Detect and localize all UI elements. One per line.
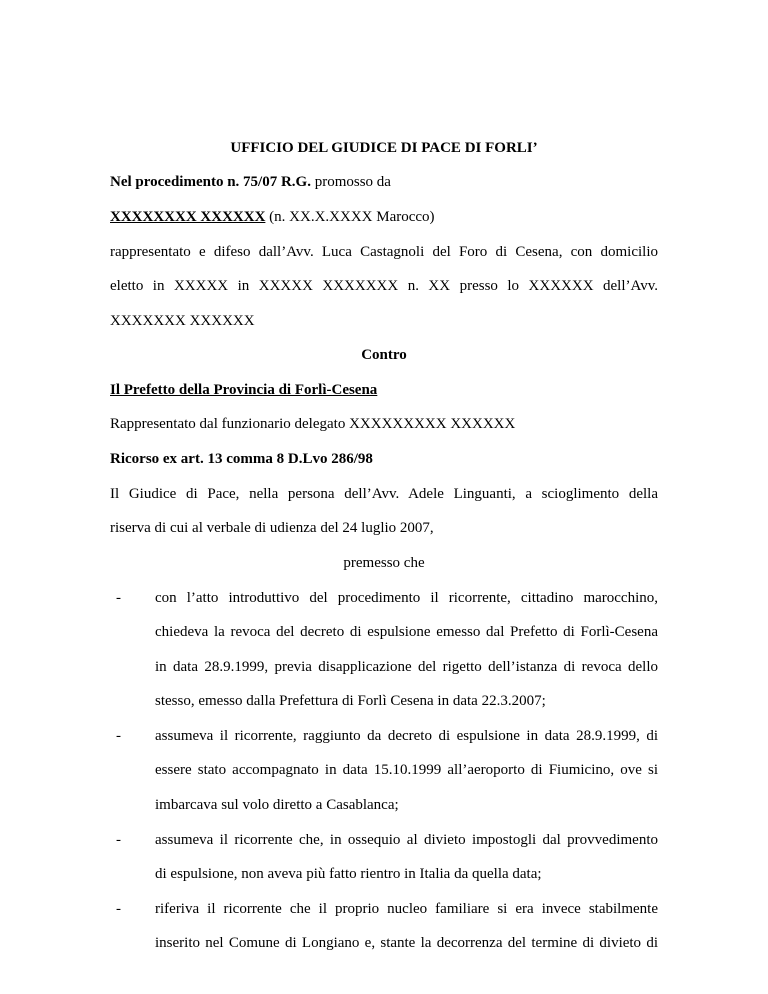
list-item-line: stesso, emesso dalla Prefettura di Forlì Cesena in data 22.3.2007; [155,693,546,709]
list-bullet: - [116,832,121,848]
representation-line: XXXXXXX XXXXXX [110,313,255,329]
list-item-line: assumeva il ricorrente che, in ossequio al divieto impostogli dal provvedimento [155,832,658,848]
list-bullet: - [116,901,121,917]
party-details: (n. XX.X.XXXX Marocco) [265,209,435,225]
list-item-line: con l’atto introduttivo del procedimento il ricorrente, cittadino marocchino, [155,590,658,606]
representation-line: rappresentato e difeso dall’Avv. Luca Castagnoli del Foro di Cesena, con domicilio [110,244,658,260]
represented-by-line: Rappresentato dal funzionario delegato XXXXXXXXX XXXXXX [110,416,516,432]
judge-line: riserva di cui al verbale di udienza del 24 luglio 2007, [110,520,434,536]
procedure-line [110,172,658,192]
list-item-line: imbarcava sul volo diretto a Casablanca; [155,797,399,813]
procedure-promoted-by: promosso da [310,174,391,190]
procedure-number: Nel procedimento n. 75/07 R.G. [110,174,311,190]
party-line [110,207,658,227]
premesso-heading: premesso che [343,555,425,571]
list-item-line: di espulsione, non aveva più fatto rientro in Italia da quella data; [155,866,542,882]
party-name: XXXXXXXX XXXXXX [110,209,266,225]
list-item-line: essere stato accompagnato in data 15.10.1999 all’aeroporto di Fiumicino, ove si [155,762,658,778]
list-bullet: - [116,728,121,744]
list-item-line: assumeva il ricorrente, raggiunto da decreto di espulsione in data 28.9.1999, di [155,728,658,744]
list-item-line: inserito nel Comune di Longiano e, stante la decorrenza del termine di divieto di [155,935,658,951]
list-item-line: chiedeva la revoca del decreto di espulsione emesso dal Prefetto di Forlì-Cesena [155,624,658,640]
list-bullet: - [116,590,121,606]
document-title: UFFICIO DEL GIUDICE DI PACE DI FORLI’ [230,140,538,156]
representation-line: eletto in XXXXX in XXXXX XXXXXXX n. XX presso lo XXXXXX dell’Avv. [110,278,658,294]
list-item-line: in data 28.9.1999, previa disapplicazione del rigetto dell’istanza di revoca dello [155,659,658,675]
appeal-heading: Ricorso ex art. 13 comma 8 D.Lvo 286/98 [110,451,373,467]
respondent-name: Il Prefetto della Provincia di Forlì-Cesena [110,382,378,398]
judge-line: Il Giudice di Pace, nella persona dell’Avv. Adele Linguanti, a scioglimento della [110,486,658,502]
contro-heading: Contro [361,347,407,363]
list-item-line: riferiva il ricorrente che il proprio nucleo familiare si era invece stabilmente [155,901,658,917]
